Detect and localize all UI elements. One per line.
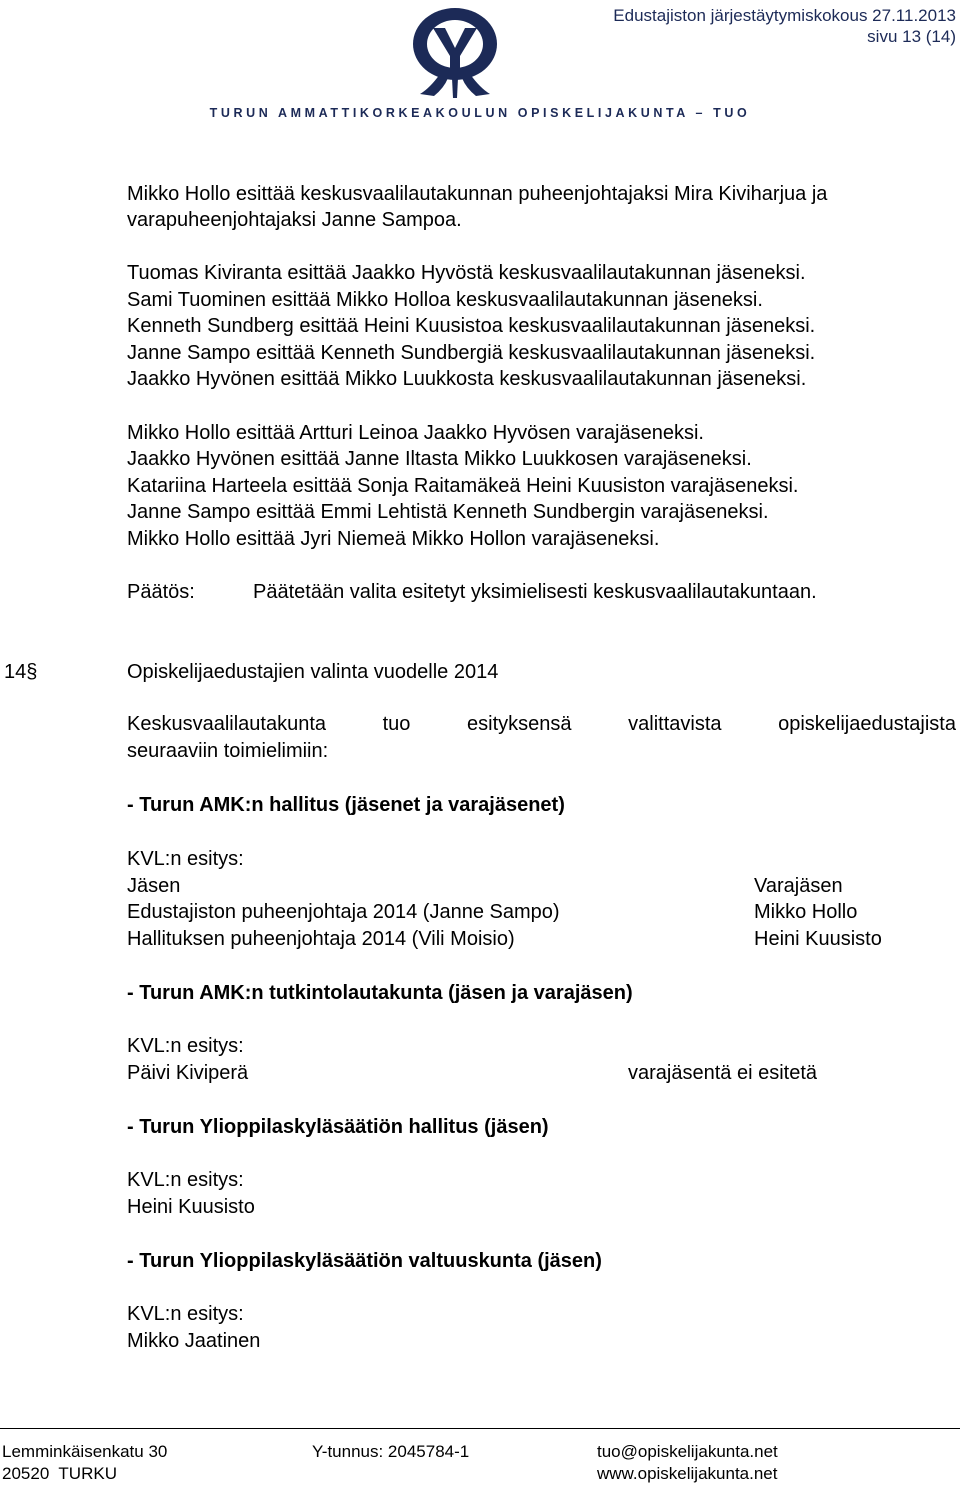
deputy-proposal: Janne Sampo esittää Emmi Lehtistä Kenneth Sundbergin varajäseneksi.	[127, 501, 769, 523]
member-proposal: Tuomas Kiviranta esittää Jaakko Hyvöstä keskusvaalilautakunnan jäseneksi.	[127, 262, 806, 284]
board-member: Edustajiston puheenjohtaja 2014 (Janne Sampo)	[127, 901, 560, 923]
exam-board-member: Päivi Kiviperä	[127, 1062, 249, 1084]
tuo-logo-icon	[400, 4, 510, 100]
page-number: sivu 13 (14)	[867, 27, 956, 46]
logo	[400, 4, 510, 100]
board-deputy: Mikko Hollo	[754, 901, 858, 923]
decision-label: Päätös:	[127, 581, 195, 603]
deputy-proposal: Katariina Harteela esittää Sonja Raitamäkeä Heini Kuusiston varajäseneksi.	[127, 475, 799, 497]
para-chair-line2: varapuheenjohtajaksi Janne Sampoa.	[127, 209, 462, 231]
para-chair-line1: Mikko Hollo esittää keskusvaalilautakunnan puheenjohtajaksi Mira Kiviharjua ja	[127, 183, 828, 205]
exam-board-proposal-label: KVL:n esitys:	[127, 1035, 244, 1057]
deputy-proposal: Jaakko Hyvönen esittää Janne Iltasta Mikko Luukkosen varajäseneksi.	[127, 448, 752, 470]
member-proposal: Jaakko Hyvönen esittää Mikko Luukkosta keskusvaalilautakunnan jäseneksi.	[127, 368, 807, 390]
board-member: Hallituksen puheenjohtaja 2014 (Vili Moisio)	[127, 928, 515, 950]
board-heading: - Turun AMK:n hallitus (jäsenet ja varajäsenet)	[127, 794, 565, 816]
board-col-deputy: Varajäsen	[754, 875, 843, 897]
deputy-proposal: Mikko Hollo esittää Jyri Niemeä Mikko Hollon varajäseneksi.	[127, 528, 660, 550]
deputy-proposal: Mikko Hollo esittää Artturi Leinoa Jaakko Hyvösen varajäseneksi.	[127, 422, 704, 444]
section-intro-line1: Keskusvaalilautakunta tuo esityksensä valittavista opiskelijaedustajista	[127, 713, 956, 735]
exam-board-deputy-note: varajäsentä ei esitetä	[628, 1062, 818, 1084]
section-number: 14§	[4, 661, 38, 683]
section-intro-line2: seuraaviin toimielimiin:	[127, 740, 329, 762]
footer-address-street: Lemminkäisenkatu 30	[2, 1442, 168, 1461]
decision-text: Päätetään valita esitetyt yksimielisesti keskusvaalilautakuntaan.	[253, 581, 817, 603]
board-col-member: Jäsen	[127, 875, 181, 897]
footer-website: www.opiskelijakunta.net	[597, 1464, 778, 1483]
foundation-council-member: Mikko Jaatinen	[127, 1330, 261, 1352]
foundation-board-proposal-label: KVL:n esitys:	[127, 1169, 244, 1191]
member-proposal: Janne Sampo esittää Kenneth Sundbergiä keskusvaalilautakunnan jäseneksi.	[127, 342, 816, 364]
board-proposal-label: KVL:n esitys:	[127, 848, 244, 870]
footer-divider	[0, 1428, 960, 1429]
member-proposal: Kenneth Sundberg esittää Heini Kuusistoa keskusvaalilautakunnan jäseneksi.	[127, 315, 816, 337]
foundation-board-member: Heini Kuusisto	[127, 1196, 255, 1218]
section-title: Opiskelijaedustajien valinta vuodelle 2014	[127, 661, 499, 683]
foundation-council-heading: - Turun Ylioppilaskyläsäätiön valtuuskunta (jäsen)	[127, 1250, 602, 1272]
foundation-board-heading: - Turun Ylioppilaskyläsäätiön hallitus (jäsen)	[127, 1116, 549, 1138]
member-proposal: Sami Tuominen esittää Mikko Holloa keskusvaalilautakunnan jäseneksi.	[127, 289, 763, 311]
foundation-council-proposal-label: KVL:n esitys:	[127, 1303, 244, 1325]
organization-name: TURUN AMMATTIKORKEAKOULUN OPISKELIJAKUNTA – TUO	[209, 106, 751, 120]
footer-address-city: 20520 TURKU	[2, 1464, 117, 1483]
board-deputy: Heini Kuusisto	[754, 928, 882, 950]
footer-business-id: Y-tunnus: 2045784-1	[312, 1442, 470, 1461]
footer-email: tuo@opiskelijakunta.net	[597, 1442, 778, 1461]
exam-board-heading: - Turun AMK:n tutkintolautakunta (jäsen ja varajäsen)	[127, 982, 633, 1004]
meeting-title: Edustajiston järjestäytymiskokous 27.11.2013	[613, 6, 956, 25]
